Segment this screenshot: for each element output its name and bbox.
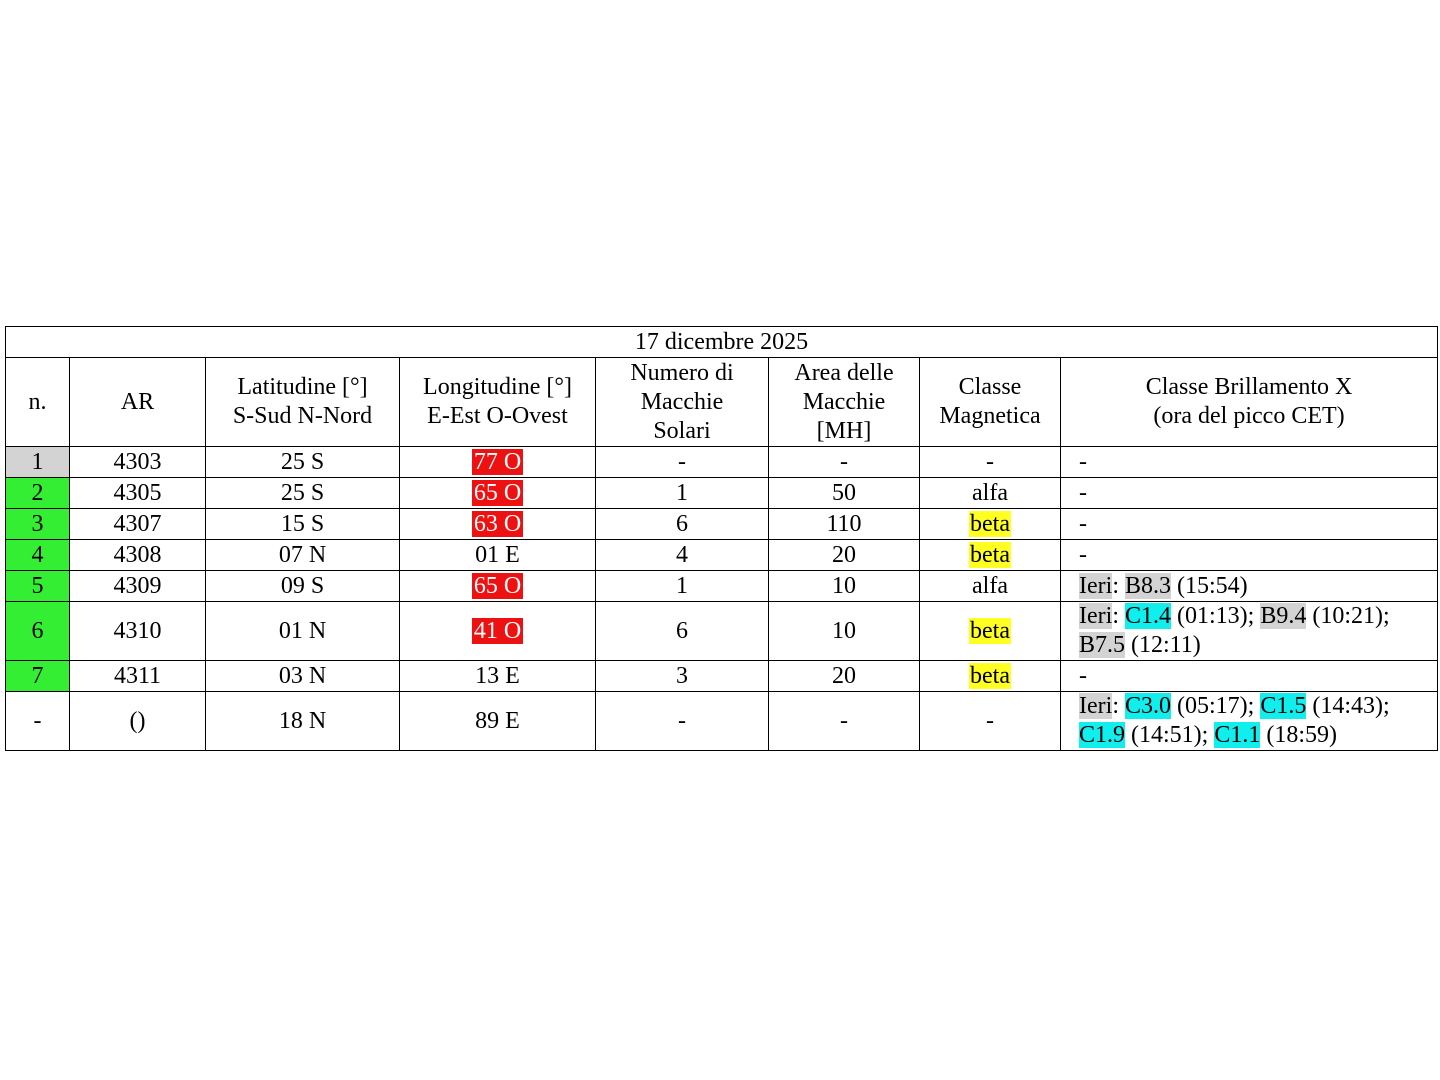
flare-text: (10:21); [1306, 603, 1390, 629]
magnetic-class [920, 509, 1061, 540]
magnetic-class-value: beta [970, 541, 1010, 568]
header-longitude-line1: Longitudine [°] [423, 374, 572, 400]
header-flare-class [1061, 358, 1438, 447]
header-spot-count [596, 358, 769, 447]
header-spot-count-line1: Numero di [630, 359, 734, 386]
spot-area: 10 [769, 602, 920, 661]
table-row [6, 692, 1438, 751]
magnetic-class [920, 661, 1061, 692]
magnetic-class-value: beta [970, 510, 1010, 537]
header-longitude [400, 358, 596, 447]
flare-class [1061, 571, 1438, 602]
header-magnetic-class-line2: Magnetica [939, 403, 1041, 429]
flare-text: : [1112, 572, 1125, 599]
spot-area: - [769, 692, 920, 751]
row-number: 4 [6, 540, 70, 571]
table-title: 17 dicembre 2025 [6, 327, 1438, 358]
longitude: 01 E [400, 540, 596, 571]
ar-number: 4310 [70, 602, 206, 661]
header-latitude [206, 358, 400, 447]
header-spot-count-line3: Solari [653, 417, 711, 444]
row-number: 7 [6, 661, 70, 692]
longitude [400, 509, 596, 540]
magnetic-class: - [920, 692, 1061, 751]
flare-class: - [1061, 540, 1438, 571]
row-number: 3 [6, 509, 70, 540]
spot-count: 6 [596, 509, 769, 540]
latitude: 15 S [206, 509, 400, 540]
magnetic-class [920, 602, 1061, 661]
header-spot-area-line2: Macchie [802, 388, 886, 415]
table-row [6, 509, 1438, 540]
row-number: - [6, 692, 70, 751]
flare-text: : [1112, 603, 1125, 629]
spot-count: - [596, 447, 769, 478]
header-ar [70, 358, 206, 447]
flare-class [1061, 692, 1438, 751]
ar-number: () [70, 692, 206, 751]
longitude: 13 E [400, 661, 596, 692]
flare-text: (14:51); [1125, 722, 1215, 748]
spot-count: - [596, 692, 769, 751]
header-spot-area [769, 358, 920, 447]
table-row [6, 447, 1438, 478]
spot-area: - [769, 447, 920, 478]
row-number: 2 [6, 478, 70, 509]
latitude: 01 N [206, 602, 400, 661]
header-n-label: n. [28, 388, 47, 415]
flare-class [1061, 602, 1438, 661]
latitude: 25 S [206, 447, 400, 478]
flare-day-label: Ieri [1079, 572, 1113, 599]
flare-class: - [1061, 447, 1438, 478]
latitude: 18 N [206, 692, 400, 751]
row-number: 1 [6, 447, 70, 478]
header-spot-count-line2: Macchie [640, 388, 724, 415]
header-spot-area-line3: [MH] [816, 417, 872, 444]
flare-event-class: C1.5 [1260, 693, 1307, 719]
longitude-value: 77 O [473, 448, 522, 475]
flare-text: : [1112, 693, 1125, 719]
flare-event-class: B9.4 [1260, 603, 1307, 629]
magnetic-class: - [920, 447, 1061, 478]
ar-number: 4311 [70, 661, 206, 692]
magnetic-class-value: beta [970, 662, 1010, 689]
flare-class: - [1061, 478, 1438, 509]
flare-class: - [1061, 661, 1438, 692]
spot-area: 110 [769, 509, 920, 540]
header-latitude-line1: Latitudine [°] [237, 374, 368, 400]
longitude-value: 65 O [473, 572, 522, 599]
longitude [400, 478, 596, 509]
flare-event-class: B8.3 [1124, 572, 1171, 599]
active-regions-table [5, 326, 1438, 751]
header-ar-label: AR [120, 388, 155, 415]
row-number: 6 [6, 602, 70, 661]
header-magnetic-class [920, 358, 1061, 447]
longitude: 89 E [400, 692, 596, 751]
ar-number: 4309 [70, 571, 206, 602]
spot-count: 3 [596, 661, 769, 692]
longitude-value: 65 O [473, 479, 522, 506]
longitude-value: 63 O [473, 510, 522, 537]
flare-text: (05:17); [1171, 693, 1261, 719]
magnetic-class: alfa [920, 571, 1061, 602]
table-row [6, 661, 1438, 692]
magnetic-class [920, 540, 1061, 571]
header-latitude-line2: S-Sud N-Nord [232, 403, 373, 429]
ar-number: 4307 [70, 509, 206, 540]
table-row [6, 602, 1438, 661]
spot-area: 20 [769, 540, 920, 571]
flare-event-class: C1.9 [1079, 722, 1126, 748]
spot-area: 20 [769, 661, 920, 692]
longitude [400, 602, 596, 661]
latitude: 03 N [206, 661, 400, 692]
flare-class: - [1061, 509, 1438, 540]
magnetic-class: alfa [920, 478, 1061, 509]
ar-number: 4303 [70, 447, 206, 478]
flare-day-label: Ieri [1079, 693, 1113, 719]
header-n [6, 358, 70, 447]
table-title-row [6, 327, 1438, 358]
flare-text: (01:13); [1171, 603, 1261, 629]
spot-count: 4 [596, 540, 769, 571]
magnetic-class-value: beta [970, 617, 1010, 644]
spot-count: 6 [596, 602, 769, 661]
flare-event-class: C1.1 [1214, 722, 1261, 748]
latitude: 07 N [206, 540, 400, 571]
flare-day-label: Ieri [1079, 603, 1113, 629]
longitude [400, 571, 596, 602]
flare-event-class: B7.5 [1079, 632, 1126, 658]
flare-text: (12:11) [1125, 632, 1201, 658]
ar-number: 4308 [70, 540, 206, 571]
header-longitude-line2: E-Est O-Ovest [427, 403, 568, 429]
row-number: 5 [6, 571, 70, 602]
header-spot-area-line1: Area delle [794, 359, 894, 386]
header-magnetic-class-line1: Classe [958, 374, 1022, 400]
latitude: 25 S [206, 478, 400, 509]
longitude-value: 41 O [473, 617, 522, 644]
table-row [6, 478, 1438, 509]
ar-number: 4305 [70, 478, 206, 509]
spot-area: 10 [769, 571, 920, 602]
flare-event-class: C3.0 [1124, 693, 1171, 719]
spot-count: 1 [596, 478, 769, 509]
header-flare-class-line1: Classe Brillamento X [1145, 374, 1353, 400]
flare-text: (18:59) [1260, 722, 1338, 748]
table-header-row [6, 358, 1438, 447]
table-row [6, 540, 1438, 571]
flare-text: (15:54) [1171, 572, 1248, 599]
table-row [6, 571, 1438, 602]
header-flare-class-line2: (ora del picco CET) [1153, 403, 1345, 429]
spot-area: 50 [769, 478, 920, 509]
longitude [400, 447, 596, 478]
spot-count: 1 [596, 571, 769, 602]
flare-event-class: C1.4 [1124, 603, 1171, 629]
flare-text: (14:43); [1306, 693, 1390, 719]
latitude: 09 S [206, 571, 400, 602]
